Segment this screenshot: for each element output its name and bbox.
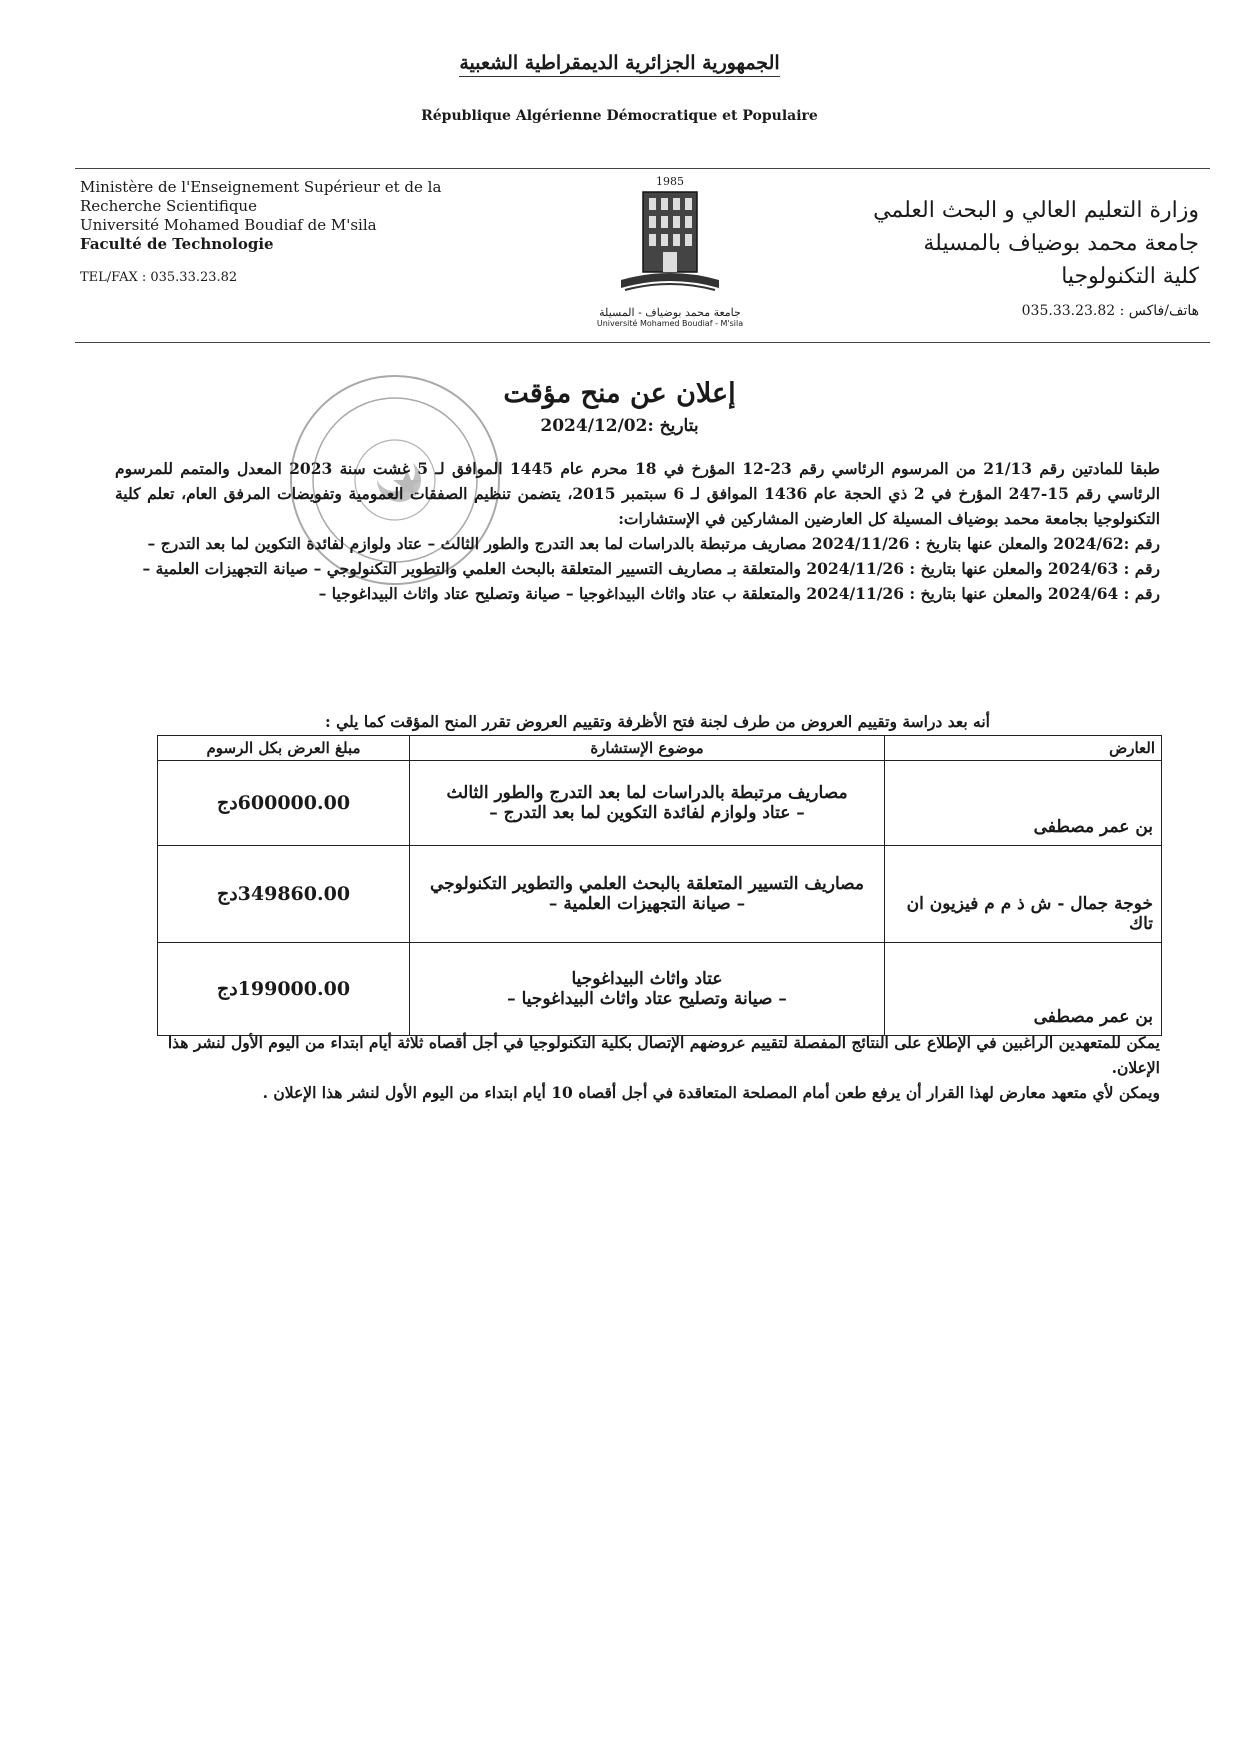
university-name-french: Université Mohamed Boudiaf de M'sila bbox=[80, 216, 377, 234]
phone-fax-french: TEL/FAX : 035.33.23.82 bbox=[80, 270, 238, 285]
republic-name-french: République Algérienne Démocratique et Populaire bbox=[421, 108, 818, 124]
table-row bbox=[158, 846, 1162, 943]
republic-name-arabic: الجمهورية الجزائرية الديمقراطية الشعبية bbox=[0, 52, 1239, 74]
logo-caption-arabic: جامعة محمد بوضياف - المسيلة bbox=[599, 306, 741, 319]
amount-cell: 349860.00دج bbox=[158, 846, 410, 943]
legal-basis-paragraph: طبقا للمادتين رقم 21/13 من المرسوم الرئاسي رقم 23-12 المؤرخ في 18 محرم عام 1445 الموافق لـ 5 غشت سنة 2023 المعدل والمتمم للمرسوم الرئاسي رقم 15-247 المؤرخ في 2 ذي الحجة عام 1436 الموافق لـ 6 سبتمبر 2015، يتضمن تنظيم الصفقات العمومية وتفويضات المرفق العام، تعلم كلية التكنولوجيا بجامعة محمد بوضياف المسيلة كل العارضين المشاركين في الإستشارات: bbox=[115, 459, 1161, 528]
table-row bbox=[158, 943, 1162, 1036]
subject-line: مصاريف التسيير المتعلقة بالبحث العلمي والتطوير التكنولوجي bbox=[430, 874, 864, 894]
closing-notes bbox=[115, 1030, 1160, 1105]
faculty-name-french: Faculté de Technologie bbox=[80, 235, 274, 253]
phone-fax-arabic: هاتف/فاكس : 035.33.23.82 bbox=[1021, 303, 1199, 319]
university-logo bbox=[580, 175, 760, 340]
header-bottom-divider bbox=[75, 342, 1210, 343]
subject-cell bbox=[410, 846, 885, 943]
logo-year: 1985 bbox=[656, 175, 684, 188]
consultation-item: رقم :2024/62 والمعلن عنها بتاريخ : 2024/11/26 مصاريف مرتبطة بالدراسات لما بعد التدرج والطور الثالث – عتاد ولوازم لفائدة التكوين لما بعد التدرج – bbox=[147, 534, 1160, 553]
appeal-note: ويمكن لأي متعهد معارض لهذا القرار أن يرفع طعن أمام المصلحة المتعاقدة في أجل أقصاه 10 أيام ابتداء من اليوم الأول لنشر هذا الإعلان . bbox=[262, 1083, 1160, 1102]
consultation-item: رقم : 2024/64 والمعلن عنها بتاريخ : 2024/11/26 والمتعلقة ب عتاد واثاث البيداغوجيا – صيانة وتصليح عتاد واثاث البيداغوجيا – bbox=[318, 584, 1160, 603]
table-header-row bbox=[158, 736, 1162, 761]
subject-line: – عتاد ولوازم لفائدة التكوين لما بعد التدرج – bbox=[489, 803, 805, 823]
amount-cell: 600000.00دج bbox=[158, 761, 410, 846]
logo-caption-french: Université Mohamed Boudiaf - M'sila bbox=[596, 319, 744, 328]
header-subject: موضوع الإستشارة bbox=[410, 736, 885, 761]
amount-cell: 199000.00دج bbox=[158, 943, 410, 1036]
award-table bbox=[157, 735, 1162, 1036]
subject-line: عتاد واثاث البيداغوجيا bbox=[571, 969, 723, 989]
ministry-name-arabic: وزارة التعليم العالي و البحث العلمي bbox=[873, 198, 1199, 223]
consultation-item: رقم : 2024/63 والمعلن عنها بتاريخ : 2024/11/26 والمتعلقة بـ مصاريف التسيير المتعلقة بالبحث العلمي والتطوير التكنولوجي – صيانة التجهيزات العلمية – bbox=[142, 559, 1160, 578]
bidder-cell: بن عمر مصطفى bbox=[885, 761, 1162, 846]
subject-line: مصاريف مرتبطة بالدراسات لما بعد التدرج والطور الثالث bbox=[446, 783, 848, 803]
results-consultation-note: يمكن للمتعهدين الراغبين في الإطلاع على النتائج المفصلة لتقييم عروضهم الإتصال بكلية التكنولوجيا في أجل أقصاه ثلاثة أيام ابتداء من اليوم الأول لنشر هذا الإعلان. bbox=[167, 1033, 1160, 1077]
announcement-title: إعلان عن منح مؤقت bbox=[503, 378, 736, 409]
subject-cell bbox=[410, 761, 885, 846]
university-emblem-icon bbox=[615, 188, 725, 300]
header-divider bbox=[75, 168, 1210, 169]
university-name-arabic: جامعة محمد بوضياف بالمسيلة bbox=[923, 231, 1199, 256]
header-arabic-block bbox=[819, 194, 1199, 321]
table-row bbox=[158, 761, 1162, 846]
bidder-cell: خوجة جمال - ش ذ م م فيزيون ان تاك bbox=[885, 846, 1162, 943]
announcement-date: بتاريخ :2024/12/02 bbox=[540, 416, 699, 436]
subject-line: – صيانة التجهيزات العلمية – bbox=[548, 894, 746, 914]
ministry-name-french: Ministère de l'Enseignement Supérieur et de la Recherche Scientifique bbox=[80, 178, 442, 215]
header-bidder: العارض bbox=[885, 736, 1162, 761]
bidder-cell: بن عمر مصطفى bbox=[885, 943, 1162, 1036]
announcement-body bbox=[115, 456, 1160, 606]
subject-cell bbox=[410, 943, 885, 1036]
subject-line: – صيانة وتصليح عتاد واثاث البيداغوجيا – bbox=[507, 989, 787, 1009]
header-amount: مبلغ العرض بكل الرسوم bbox=[158, 736, 410, 761]
faculty-name-arabic: كلية التكنولوجيا bbox=[1061, 264, 1199, 289]
header-french-block bbox=[80, 178, 510, 287]
award-intro: أنه بعد دراسة وتقييم العروض من طرف لجنة فتح الأظرفة وتقييم العروض تقرر المنح المؤقت كما يلي : bbox=[324, 712, 990, 731]
